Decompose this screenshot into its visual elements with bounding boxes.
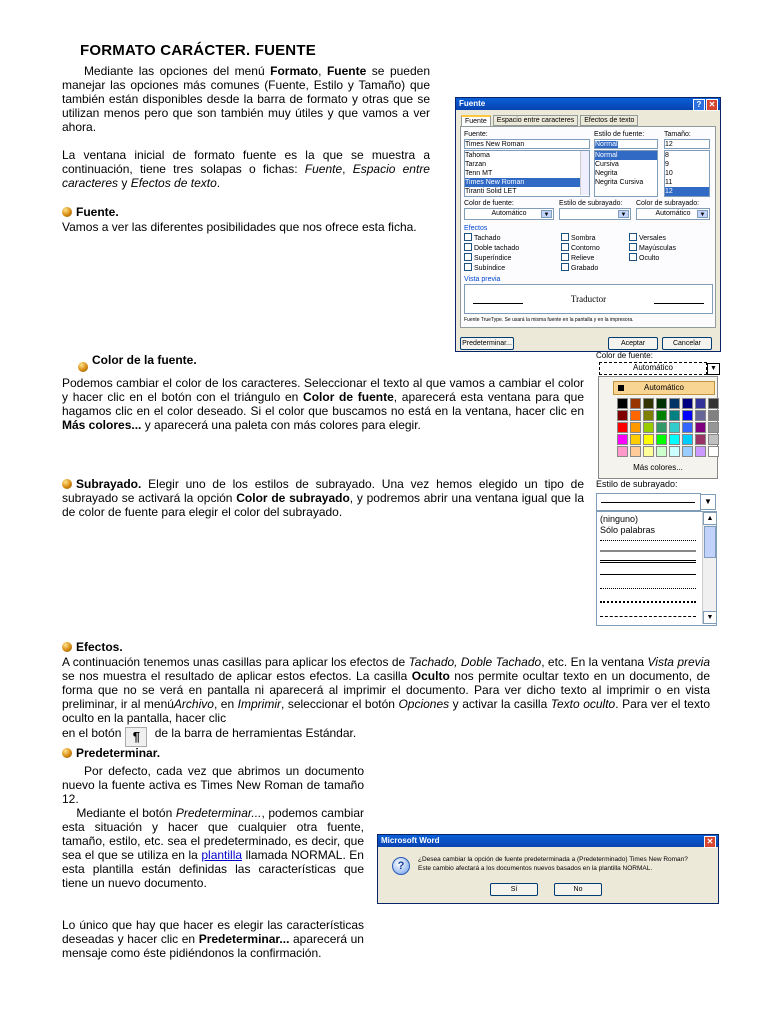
color-swatch[interactable] <box>695 446 706 457</box>
checkbox-effect[interactable]: Contorno <box>561 243 600 253</box>
list-item[interactable]: Negrita Cursiva <box>595 179 644 186</box>
underline-style-dot[interactable] <box>600 588 696 589</box>
color-swatch[interactable] <box>695 410 706 421</box>
underline-color-select[interactable]: Automático ▼ <box>636 208 710 220</box>
bullet-icon <box>62 479 72 489</box>
color-swatch[interactable] <box>643 434 654 445</box>
preview-box <box>464 284 713 314</box>
color-swatch[interactable] <box>682 434 693 445</box>
color-swatch[interactable] <box>617 398 628 409</box>
list-item[interactable]: 9 <box>665 161 669 168</box>
underline-style-thick[interactable] <box>600 550 696 552</box>
preview-line-right <box>654 303 704 304</box>
bullet-icon <box>62 207 72 217</box>
underline-style-heavy-dot[interactable] <box>600 601 696 603</box>
size-label: Tamaño: <box>664 131 691 138</box>
efectos-text-tail-2: de la barra de herramientas Estándar. <box>151 726 357 740</box>
color-swatch[interactable] <box>708 422 719 433</box>
color-swatch[interactable] <box>708 398 719 409</box>
chevron-down-icon[interactable]: ▼ <box>703 611 717 624</box>
color-swatch[interactable] <box>630 434 641 445</box>
close-icon[interactable]: ✕ <box>706 99 718 111</box>
chevron-down-icon[interactable]: ▼ <box>707 363 720 375</box>
color-swatch[interactable] <box>708 410 719 421</box>
color-palette <box>598 376 718 479</box>
color-swatch[interactable] <box>695 434 706 445</box>
underline-select[interactable] <box>559 208 631 220</box>
more-colors-button[interactable]: Más colores... <box>633 463 683 472</box>
dialog-title-bar: Fuente ? ✕ <box>456 98 720 110</box>
page-title: FORMATO CARÁCTER. FUENTE <box>80 42 316 59</box>
auto-color-swatch <box>618 385 624 391</box>
color-swatch[interactable] <box>617 434 628 445</box>
checkbox-effect[interactable]: Doble tachado <box>464 243 519 253</box>
chevron-down-icon: ▼ <box>697 210 708 218</box>
scrollbar[interactable] <box>702 512 716 624</box>
section-efectos-text: A continuación tenemos unas casillas para aplicar los efectos de Tachado, Doble Tachado, etc. En la ventana Vista previa se nos muestra el resultado de aplicar estos efectos. La casilla Oculto nos permite ocultar texto en un documento, de forma que no se verá en pantalla ni aparecerá al imprimir el documento. Para ver dicho texto al imprimir o en vista preliminar, ir al menúArchivo, en Imprimir, seleccionar el botón Opciones y activar la casilla Texto oculto. Para ver el texto oculto en la pantalla, hacer clic <box>62 655 711 725</box>
color-swatch[interactable] <box>695 398 706 409</box>
color-swatch[interactable] <box>643 446 654 457</box>
plantilla-link[interactable]: plantilla <box>201 848 243 862</box>
swatch-grid <box>617 398 717 457</box>
color-swatch[interactable] <box>656 422 667 433</box>
color-swatch[interactable] <box>695 422 706 433</box>
checkbox-effect[interactable]: Relieve <box>561 253 600 263</box>
color-swatch[interactable] <box>630 422 641 433</box>
list-item[interactable]: Tahoma <box>465 152 490 159</box>
bullet-icon <box>62 642 72 652</box>
color-swatch[interactable] <box>669 398 680 409</box>
predeterminar-paragraph-1: Por defecto, cada vez que abrimos un documento nuevo la fuente activa es Times New Roman de tamaño 12. <box>62 764 365 806</box>
bullet-icon <box>62 748 72 758</box>
dialog-tabs <box>461 115 638 126</box>
section-color-heading: Color de la fuente. <box>78 353 197 372</box>
list-item[interactable]: Negrita <box>595 170 618 177</box>
scrollbar[interactable] <box>580 151 589 195</box>
list-item[interactable]: Times New Roman <box>465 178 589 187</box>
size-list[interactable] <box>664 150 710 197</box>
section-efectos-text-end <box>62 726 356 747</box>
list-item[interactable]: 12 <box>665 187 709 196</box>
list-item[interactable]: 10 <box>665 170 673 177</box>
underline-color-label: Color de subrayado: <box>636 200 700 207</box>
color-popup-select[interactable]: Automático ▼ <box>599 362 707 375</box>
underline-popup <box>596 479 718 625</box>
cancel-button[interactable]: Cancelar <box>662 337 712 350</box>
list-item[interactable]: (ninguno) <box>600 514 639 524</box>
font-dialog <box>455 97 721 352</box>
effects-col-1 <box>464 233 519 273</box>
dialog-title-bar: Microsoft Word ✕ <box>378 835 718 847</box>
list-item[interactable]: Normal <box>595 151 657 160</box>
color-swatch[interactable] <box>630 398 641 409</box>
tab-espacio[interactable]: Espacio entre caracteres <box>493 115 578 126</box>
effects-col-3 <box>629 233 676 263</box>
checkbox-effect[interactable]: Superíndice <box>464 253 519 263</box>
color-swatch[interactable] <box>656 410 667 421</box>
list-item[interactable]: Cursiva <box>595 161 619 168</box>
color-label: Color de fuente: <box>464 200 514 207</box>
list-item[interactable]: Tarzan <box>465 161 487 168</box>
predeterminar-paragraph-2: Mediante el botón Predeterminar..., podemos cambiar esta situación y hacer que cualquier otra fuente, tamaño, estilo, etc. sea el predeterminado, es decir, que sea el que se utiliza en la plantilla llamada NORMAL. En esta plantilla están definidas las características que tiene un nuevo documento. <box>62 806 364 890</box>
color-swatch[interactable] <box>643 398 654 409</box>
color-swatch[interactable] <box>617 410 628 421</box>
section-color-text: Podemos cambiar el color de los caracteres. Seleccionar el texto al que vamos a cambiar el color y hacer clic en el botón con el triángulo en Color de fuente, aparecerá esta ventana para que hagamos clic en el color deseado. Si el color que buscamos no está en la ventana, hacer clic en Más colores... y aparecerá una paleta con más colores para elegir. <box>62 376 584 432</box>
checkbox-effect[interactable]: Oculto <box>629 253 676 263</box>
color-swatch[interactable] <box>682 410 693 421</box>
color-swatch[interactable] <box>643 410 654 421</box>
underline-style-double[interactable] <box>600 560 696 563</box>
color-swatch[interactable] <box>656 398 667 409</box>
list-item[interactable]: 11 <box>665 179 673 186</box>
confirm-message: ¿Desea cambiar la opción de fuente predeterminada a (Predeterminado) Times New Roman? Este cambio afectará a los documentos nuevos basados en la plantilla NORMAL. <box>418 856 688 872</box>
section-fuente-text: Vamos a ver las diferentes posibilidades que nos ofrece esta ficha. <box>62 220 417 234</box>
chevron-down-icon[interactable]: ▼ <box>700 494 716 510</box>
tab-fuente[interactable]: Fuente <box>461 115 491 126</box>
color-swatch[interactable] <box>682 446 693 457</box>
font-input[interactable]: Times New Roman <box>464 139 590 149</box>
size-input[interactable]: 12 <box>664 139 710 149</box>
section-predeterminar-heading: Predeterminar. <box>62 746 160 760</box>
underline-label: Estilo de subrayado: <box>559 200 623 207</box>
show-hide-paragraph-icon[interactable]: ¶ <box>125 727 147 747</box>
confirm-dialog <box>377 834 719 904</box>
font-list[interactable] <box>464 150 590 197</box>
ok-button[interactable]: Aceptar <box>608 337 658 350</box>
color-select[interactable]: Automático ▼ <box>464 208 554 220</box>
underline-sample <box>601 502 695 503</box>
section-fuente-heading: Fuente. <box>62 205 119 219</box>
predeterminar-paragraph-3: Lo único que hay que hacer es elegir las características deseadas y hacer clic en Predeterminar... aparecerá un mensaje como éste pidiéndonos la confirmación. <box>62 918 364 960</box>
list-item[interactable]: Tenn MT <box>465 170 493 177</box>
yes-button[interactable]: Sí <box>490 883 538 896</box>
section-subrayado: Subrayado. Elegir uno de los estilos de subrayado. Una vez hemos elegido un tipo de subrayado se activará la opción Color de subrayado, y podremos abrir una ventana igual que la de color de fuente para elegir el color del subrayado. <box>62 477 585 519</box>
color-swatch[interactable] <box>630 410 641 421</box>
underline-style-dash[interactable] <box>600 616 696 617</box>
color-swatch[interactable] <box>617 446 628 457</box>
color-swatch[interactable] <box>617 422 628 433</box>
preview-text: Traductor <box>570 294 607 304</box>
font-label: Fuente: <box>464 131 488 138</box>
list-item[interactable]: Sólo palabras <box>600 525 656 535</box>
auto-color-button[interactable]: Automático <box>613 381 715 395</box>
chevron-down-icon: ▼ <box>541 210 552 218</box>
section-efectos-heading: Efectos. <box>62 640 123 654</box>
question-icon: ? <box>392 857 410 875</box>
color-swatch[interactable] <box>669 434 680 445</box>
underline-style-single[interactable] <box>600 574 696 575</box>
list-item[interactable]: 8 <box>665 152 669 159</box>
checkbox-effect[interactable]: Tachado <box>464 233 519 243</box>
color-swatch[interactable] <box>669 422 680 433</box>
style-label: Estilo de fuente: <box>594 131 645 138</box>
color-popup-label: Color de fuente: <box>596 351 653 360</box>
help-icon[interactable]: ? <box>693 99 705 111</box>
no-button[interactable]: No <box>554 883 602 896</box>
underline-style-dotted[interactable] <box>600 540 696 541</box>
checkbox-effect[interactable]: Versales <box>629 233 676 243</box>
style-input[interactable]: Normal <box>594 139 658 149</box>
close-icon[interactable]: ✕ <box>704 836 716 848</box>
preview-label: Vista previa <box>464 276 501 283</box>
effects-col-2 <box>561 233 600 273</box>
intro-paragraph-1: Mediante las opciones del menú Formato, Fuente se pueden manejar las opciones más comunes (Fuente, Estilo y Tamaño) que también están disponibles desde la barra de formato y otras que se utilizan menos pero que son también muy útiles y que vamos a ver ahora. <box>62 64 430 134</box>
checkbox-effect[interactable]: Sombra <box>561 233 600 243</box>
color-swatch[interactable] <box>682 422 693 433</box>
color-swatch[interactable] <box>630 446 641 457</box>
chevron-up-icon[interactable]: ▲ <box>703 512 717 525</box>
effects-label: Efectos <box>464 225 488 232</box>
default-button[interactable]: Predeterminar... <box>460 337 514 350</box>
underline-popup-select[interactable] <box>596 493 701 511</box>
checkbox-effect[interactable]: Grabado <box>561 263 600 273</box>
scrollbar-thumb[interactable] <box>704 526 716 558</box>
underline-popup-label: Estilo de subrayado: <box>596 479 678 489</box>
color-popup <box>596 351 718 477</box>
intro-paragraph-2: La ventana inicial de formato fuente es la que se muestra a continuación, tiene tres solapas o fichas: Fuente, Espacio entre caracteres y Efectos de texto. <box>62 148 430 190</box>
color-swatch[interactable] <box>669 410 680 421</box>
checkbox-effect[interactable]: Mayúsculas <box>629 243 676 253</box>
bullet-icon <box>78 362 88 372</box>
color-swatch[interactable] <box>656 446 667 457</box>
color-swatch[interactable] <box>656 434 667 445</box>
efectos-text-pre: en el botón <box>62 726 122 740</box>
color-swatch[interactable] <box>708 446 719 457</box>
tab-panel <box>460 126 716 328</box>
color-swatch[interactable] <box>708 434 719 445</box>
tab-efectos[interactable]: Efectos de texto <box>580 115 638 126</box>
underline-options-list[interactable] <box>596 511 717 626</box>
footer-note: Fuente TrueType. Se usará la misma fuente en la pantalla y en la impresora. <box>464 317 634 323</box>
color-swatch[interactable] <box>643 422 654 433</box>
chevron-down-icon: ▼ <box>618 210 629 218</box>
color-swatch[interactable] <box>669 446 680 457</box>
color-swatch[interactable] <box>682 398 693 409</box>
checkbox-effect[interactable]: Subíndice <box>464 263 519 273</box>
list-item[interactable]: Tiranti Solid LET <box>465 188 517 195</box>
style-list[interactable] <box>594 150 658 197</box>
